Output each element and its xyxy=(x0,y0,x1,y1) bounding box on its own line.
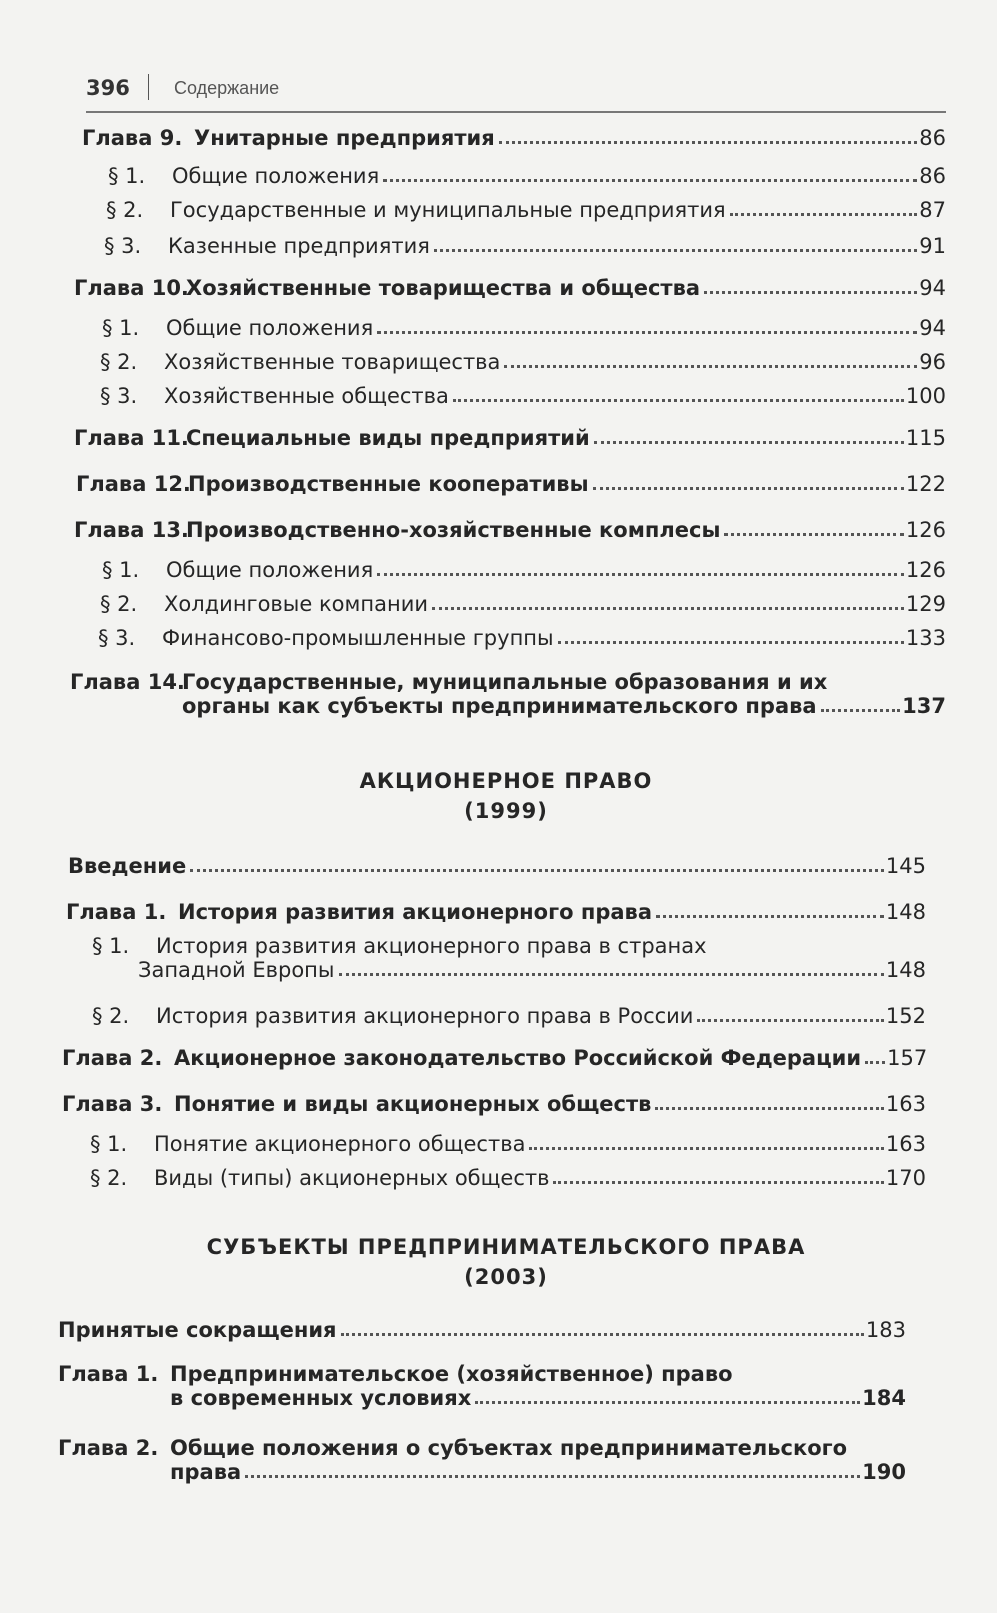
dot-leader xyxy=(504,365,917,368)
entry-number: Глава 13. xyxy=(74,518,189,542)
toc-line xyxy=(62,934,926,958)
dot-leader xyxy=(553,1181,883,1184)
header-separator xyxy=(148,74,149,100)
toc-section-entry xyxy=(76,198,946,222)
page-ref: 183 xyxy=(865,1318,906,1342)
page-number: 396 xyxy=(86,76,130,100)
dot-leader xyxy=(704,291,917,294)
page-ref: 87 xyxy=(919,198,946,222)
page-ref: 163 xyxy=(885,1092,926,1116)
entry-title: Казенные предприятия xyxy=(168,234,430,258)
entry-number: Глава 10. xyxy=(74,276,189,300)
dot-leader xyxy=(453,399,904,402)
toc-chapter-entry xyxy=(76,472,946,496)
dot-leader xyxy=(245,1475,860,1478)
part-year: (2003) xyxy=(464,1265,548,1289)
toc-section-entry xyxy=(62,934,926,982)
toc-line xyxy=(74,276,946,300)
toc-line-continued xyxy=(70,694,946,718)
entry-title-continued: органы как субъекты предпринимательского права xyxy=(182,694,817,718)
entry-number: § 3. xyxy=(104,234,142,258)
page-ref: 152 xyxy=(885,1004,926,1028)
page-ref: 145 xyxy=(885,854,926,878)
entry-title: Введение xyxy=(68,854,187,878)
entry-number: § 1. xyxy=(90,1132,128,1156)
toc-line xyxy=(70,350,946,374)
toc-line-continued xyxy=(58,1460,906,1484)
entry-title: Принятые сокращения xyxy=(58,1318,337,1342)
toc-section-entry xyxy=(70,592,946,616)
part-heading xyxy=(66,1232,946,1292)
toc-line xyxy=(78,164,946,188)
entry-title: История развития акционерного права в России xyxy=(156,1004,694,1028)
toc-line xyxy=(70,592,946,616)
page-ref: 129 xyxy=(905,592,946,616)
toc-section-entry xyxy=(70,350,946,374)
toc-line xyxy=(60,1166,926,1190)
dot-leader xyxy=(656,915,884,918)
entry-number: Глава 9. xyxy=(82,126,183,150)
toc-chapter-entry xyxy=(74,426,946,450)
dot-leader xyxy=(697,1019,883,1022)
toc-line xyxy=(68,626,946,650)
toc-section-entry xyxy=(60,1132,926,1156)
toc-line xyxy=(76,472,946,496)
toc-chapter-entry xyxy=(58,1436,906,1484)
entry-number: Глава 1. xyxy=(66,900,167,924)
toc-line xyxy=(58,1318,906,1342)
toc-chapter-entry xyxy=(58,1362,906,1410)
entry-number: § 1. xyxy=(108,164,146,188)
entry-title: Специальные виды предприятий xyxy=(186,426,590,450)
toc-line xyxy=(74,426,946,450)
dot-leader xyxy=(383,179,917,182)
dot-leader xyxy=(190,869,884,872)
toc-chapter-entry xyxy=(62,1092,926,1116)
running-title: Содержание xyxy=(174,78,280,98)
entry-title: Общие положения о субъектах предпринимательского xyxy=(170,1436,848,1460)
entry-title: Предпринимательское (хозяйственное) право xyxy=(170,1362,733,1386)
dot-leader xyxy=(730,213,918,216)
dot-leader xyxy=(724,533,903,536)
page-ref: 163 xyxy=(885,1132,926,1156)
page-ref: 86 xyxy=(919,164,946,188)
dot-leader xyxy=(475,1401,860,1404)
entry-number: § 2. xyxy=(90,1166,128,1190)
entry-number: Глава 1. xyxy=(58,1362,159,1386)
entry-number: § 1. xyxy=(102,558,140,582)
entry-title: Общие положения xyxy=(166,316,374,340)
entry-title: Общие положения xyxy=(166,558,374,582)
entry-number: Глава 3. xyxy=(62,1092,163,1116)
toc-line xyxy=(58,1436,906,1460)
entry-number: § 1. xyxy=(92,934,130,958)
entry-title: Виды (типы) акционерных обществ xyxy=(154,1166,550,1190)
part-title: СУБЪЕКТЫ ПРЕДПРИНИМАТЕЛЬСКОГО ПРАВА xyxy=(206,1235,806,1259)
entry-title: История развития акционерного права в странах xyxy=(156,934,707,958)
part-heading xyxy=(66,766,946,826)
toc-chapter-entry xyxy=(74,518,946,542)
page-header xyxy=(86,74,946,114)
toc-line-continued xyxy=(58,1386,906,1410)
toc-chapter-entry xyxy=(74,276,946,300)
toc-chapter-entry xyxy=(62,1046,926,1070)
page-ref: 122 xyxy=(905,472,946,496)
page-ref: 148 xyxy=(885,900,926,924)
entry-number: Глава 2. xyxy=(58,1436,159,1460)
entry-title: Холдинговые компании xyxy=(164,592,428,616)
dot-leader xyxy=(499,141,918,144)
entry-number: Глава 14. xyxy=(70,670,185,694)
page-ref: 94 xyxy=(919,316,946,340)
toc-line xyxy=(74,518,946,542)
toc-section-entry xyxy=(68,626,946,650)
dot-leader xyxy=(865,1061,885,1064)
entry-number: § 2. xyxy=(100,350,138,374)
entry-title: Производственные кооперативы xyxy=(188,472,589,496)
page-ref: 96 xyxy=(919,350,946,374)
toc-chapter-entry xyxy=(82,126,946,150)
entry-title: Хозяйственные товарищества xyxy=(164,350,501,374)
toc-line xyxy=(70,384,946,408)
dot-leader xyxy=(377,573,904,576)
entry-number: Глава 12. xyxy=(76,472,191,496)
entry-number: § 3. xyxy=(100,384,138,408)
toc-line xyxy=(72,316,946,340)
page-ref: 100 xyxy=(905,384,946,408)
toc-line-continued xyxy=(62,958,926,982)
dot-leader xyxy=(558,641,904,644)
page-ref: 184 xyxy=(862,1386,906,1410)
toc-section-entry xyxy=(62,1004,926,1028)
page-ref: 190 xyxy=(862,1460,906,1484)
dot-leader xyxy=(655,1107,883,1110)
page-ref: 91 xyxy=(919,234,946,258)
dot-leader xyxy=(821,709,901,712)
header-rule xyxy=(86,111,946,113)
page-ref: 94 xyxy=(919,276,946,300)
page-ref: 86 xyxy=(919,126,946,150)
toc-chapter-entry xyxy=(70,670,946,718)
page-ref: 170 xyxy=(885,1166,926,1190)
entry-title: Государственные, муниципальные образования и их xyxy=(182,670,828,694)
entry-number: Глава 11. xyxy=(74,426,189,450)
part-year: (1999) xyxy=(464,799,548,823)
entry-title: Финансово-промышленные группы xyxy=(162,626,554,650)
entry-title: Унитарные предприятия xyxy=(194,126,495,150)
toc-section-entry xyxy=(72,558,946,582)
entry-title: Производственно-хозяйственные комплесы xyxy=(186,518,721,542)
toc-line xyxy=(74,234,946,258)
page-ref: 137 xyxy=(902,694,946,718)
entry-title-continued: Западной Европы xyxy=(138,958,335,982)
entry-number: § 2. xyxy=(92,1004,130,1028)
page-ref: 133 xyxy=(905,626,946,650)
entry-number: § 2. xyxy=(100,592,138,616)
page-ref: 126 xyxy=(905,558,946,582)
entry-title: Понятие акционерного общества xyxy=(154,1132,526,1156)
dot-leader xyxy=(434,249,917,252)
entry-number: § 2. xyxy=(106,198,144,222)
toc-section-entry xyxy=(74,234,946,258)
toc-line xyxy=(76,198,946,222)
toc-line xyxy=(60,1132,926,1156)
dot-leader xyxy=(377,331,917,334)
entry-number: § 1. xyxy=(102,316,140,340)
toc-section-entry xyxy=(78,164,946,188)
entry-title: Хозяйственные товарищества и общества xyxy=(186,276,701,300)
toc-chapter-entry xyxy=(58,1318,906,1342)
dot-leader xyxy=(529,1147,883,1150)
toc-line xyxy=(58,1362,906,1386)
page-ref: 115 xyxy=(905,426,946,450)
toc-line xyxy=(62,1004,926,1028)
part-title: АКЦИОНЕРНОЕ ПРАВО xyxy=(359,769,653,793)
entry-title: История развития акционерного права xyxy=(178,900,652,924)
toc-line xyxy=(82,126,946,150)
entry-number: Глава 2. xyxy=(62,1046,163,1070)
entry-title: Акционерное законодательство Российской Федерации xyxy=(174,1046,862,1070)
toc-line xyxy=(72,558,946,582)
toc-section-entry xyxy=(60,1166,926,1190)
entry-title: Понятие и виды акционерных обществ xyxy=(174,1092,652,1116)
entry-title: Общие положения xyxy=(172,164,380,188)
toc-chapter-entry xyxy=(66,900,926,924)
dot-leader xyxy=(341,1333,864,1336)
toc-line xyxy=(66,900,926,924)
page-ref: 126 xyxy=(905,518,946,542)
dot-leader xyxy=(339,973,884,976)
entry-title: Государственные и муниципальные предприятия xyxy=(170,198,726,222)
page-ref: 148 xyxy=(885,958,926,982)
entry-title-continued: права xyxy=(170,1460,242,1484)
toc-section-entry xyxy=(70,384,946,408)
toc-chapter-entry xyxy=(68,854,926,878)
dot-leader xyxy=(594,441,904,444)
toc-line xyxy=(62,1046,926,1070)
entry-title: Хозяйственные общества xyxy=(164,384,449,408)
toc-section-entry xyxy=(72,316,946,340)
toc-line xyxy=(70,670,946,694)
toc-line xyxy=(62,1092,926,1116)
toc-line xyxy=(68,854,926,878)
dot-leader xyxy=(593,487,904,490)
entry-number: § 3. xyxy=(98,626,136,650)
page-ref: 157 xyxy=(887,1046,928,1070)
entry-title-continued: в современных условиях xyxy=(170,1386,472,1410)
dot-leader xyxy=(432,607,904,610)
